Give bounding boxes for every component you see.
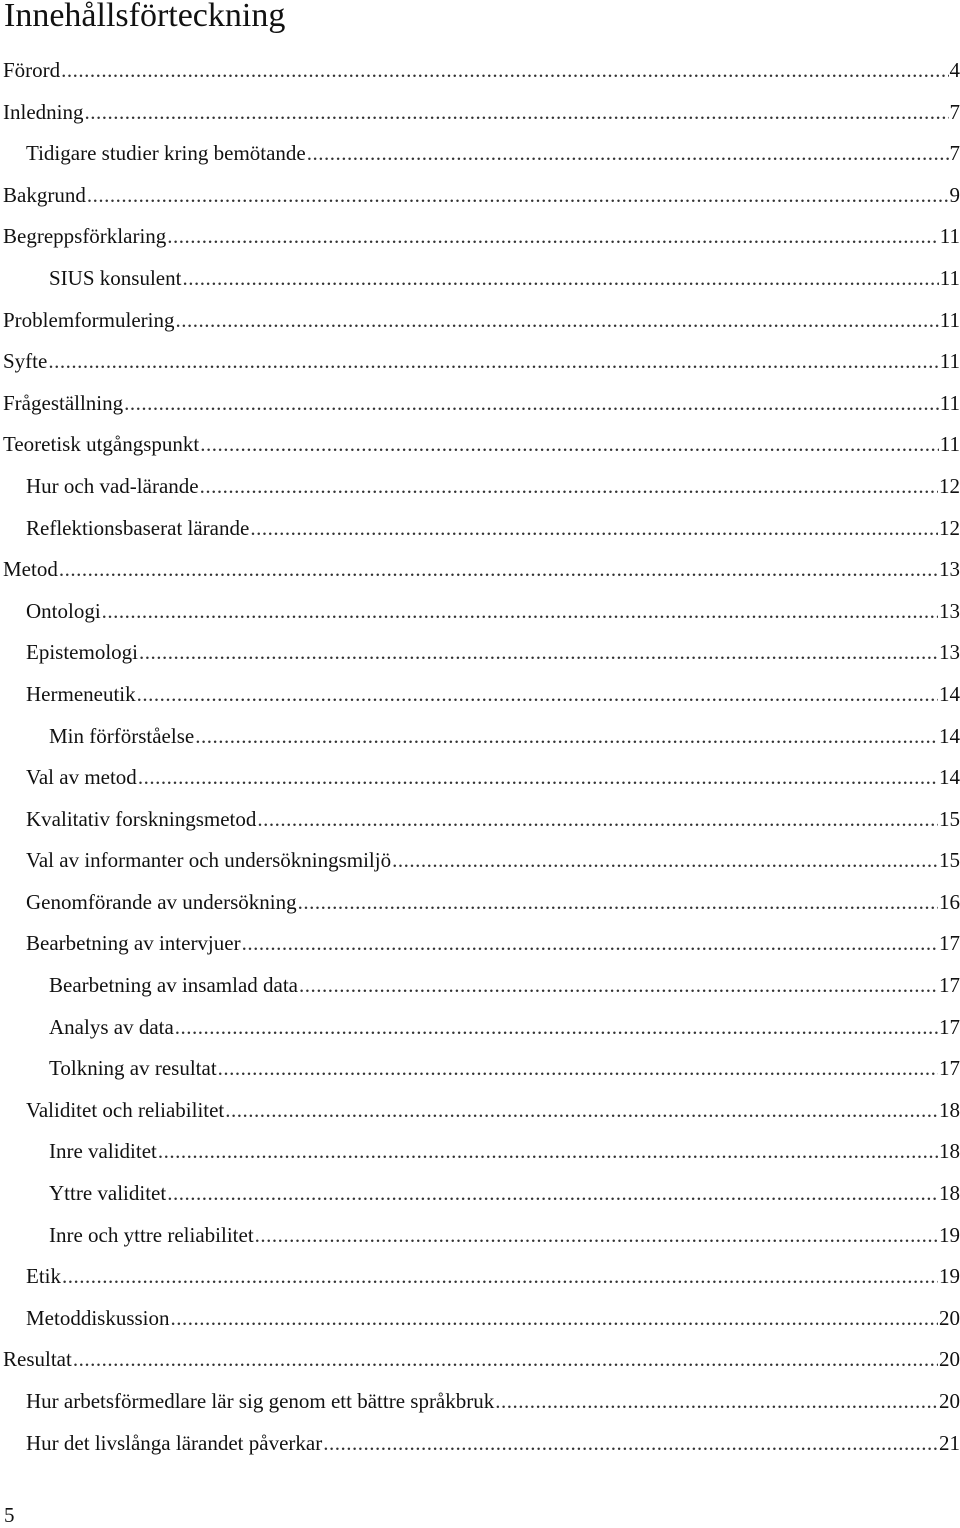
toc-entry-page: 17 <box>939 973 960 998</box>
toc-entry-page: 11 <box>939 265 960 290</box>
dot-leader <box>299 965 938 1007</box>
toc-entry-label: Inledning <box>3 99 84 124</box>
dot-leader <box>61 50 948 92</box>
toc-entry[interactable] <box>0 1423 960 1465</box>
toc-entry[interactable] <box>0 757 960 799</box>
dot-leader <box>138 757 938 799</box>
toc-entry-label: Yttre validitet <box>49 1181 167 1206</box>
toc-entry-page: 17 <box>939 1056 960 1081</box>
toc-entry-label: Epistemologi <box>26 640 138 665</box>
toc-entry[interactable] <box>0 632 960 674</box>
toc-entry[interactable] <box>0 300 960 342</box>
toc-entry-page: 19 <box>939 1264 960 1289</box>
toc-entry[interactable] <box>0 1256 960 1298</box>
toc-entry-page: 14 <box>939 723 960 748</box>
dot-leader <box>323 1423 938 1465</box>
toc-entry-page: 14 <box>939 681 960 706</box>
dot-leader <box>158 1131 938 1173</box>
toc-entry-label: Resultat <box>3 1347 72 1372</box>
dot-leader <box>59 549 938 591</box>
toc-entry-label: Ontologi <box>26 598 101 623</box>
toc-entry-label: Tolkning av resultat <box>49 1056 217 1081</box>
dot-leader <box>242 923 938 965</box>
toc-entry-page: 14 <box>939 765 960 790</box>
toc-entry-page: 18 <box>939 1097 960 1122</box>
toc-entry-label: Begreppsförklaring <box>3 224 167 249</box>
dot-leader <box>175 300 938 342</box>
dot-leader <box>48 341 938 383</box>
toc-entry-page: 11 <box>939 349 960 374</box>
toc-entry-label: Bakgrund <box>3 182 86 207</box>
toc-entry-page: 13 <box>939 640 960 665</box>
toc-entry[interactable] <box>0 466 960 508</box>
dot-leader <box>200 466 938 508</box>
toc-entry-label: Hur och vad-lärande <box>26 473 199 498</box>
toc-entry-page: 11 <box>939 390 960 415</box>
toc-entry-label: Etik <box>26 1264 61 1289</box>
toc-entry[interactable] <box>0 258 960 300</box>
toc-entry-page: 16 <box>939 889 960 914</box>
toc-entry[interactable] <box>0 508 960 550</box>
toc-entry[interactable] <box>0 1381 960 1423</box>
toc-entry[interactable] <box>0 799 960 841</box>
toc-entry[interactable] <box>0 424 960 466</box>
toc-entry-label: Förord <box>3 58 61 82</box>
dot-leader <box>137 674 938 716</box>
dot-leader <box>392 840 938 882</box>
dot-leader <box>218 1048 938 1090</box>
toc-entry[interactable] <box>0 133 960 175</box>
toc-entry-label: Syfte <box>3 349 48 374</box>
dot-leader <box>124 383 939 425</box>
toc-entry[interactable] <box>0 1048 960 1090</box>
toc-entry[interactable] <box>0 716 960 758</box>
toc-entry-label: Frågeställning <box>3 390 124 415</box>
toc-entry-page: 11 <box>939 432 960 457</box>
toc-entry-label: Teoretisk utgångspunkt <box>3 432 200 457</box>
toc-entry-label: Reflektionsbaserat lärande <box>26 515 250 540</box>
dot-leader <box>495 1381 938 1423</box>
toc-entry[interactable] <box>0 92 960 134</box>
dot-leader <box>102 591 938 633</box>
dot-leader <box>182 258 938 300</box>
toc-entry-page: 20 <box>939 1389 960 1413</box>
toc-entry-label: Hur det livslånga lärandet påverkar <box>26 1430 323 1455</box>
dot-leader <box>250 508 938 550</box>
page-number: 5 <box>4 1503 15 1527</box>
dot-leader <box>62 1256 938 1298</box>
dot-leader <box>257 799 938 841</box>
toc-entry[interactable] <box>0 175 960 217</box>
toc-entry[interactable] <box>0 1173 960 1215</box>
toc-entry-page: 19 <box>939 1222 960 1247</box>
toc-entry-label: Genomförande av undersökning <box>26 889 297 914</box>
toc-entry[interactable] <box>0 591 960 633</box>
dot-leader <box>84 92 948 134</box>
toc-entry-label: Inre validitet <box>49 1139 157 1164</box>
dot-leader <box>225 1090 938 1132</box>
toc-entry[interactable] <box>0 1090 960 1132</box>
toc-entry-page: 18 <box>939 1139 960 1164</box>
toc-entry-page: 13 <box>939 598 960 623</box>
dot-leader <box>298 882 938 924</box>
toc-entry-label: Analys av data <box>49 1014 174 1039</box>
toc-entry-page: 13 <box>939 557 960 582</box>
toc-entry[interactable] <box>0 1215 960 1257</box>
toc-entry-page: 12 <box>939 473 960 498</box>
toc-entry-page: 20 <box>939 1305 960 1330</box>
toc-entry-page: 15 <box>939 806 960 831</box>
toc-entry-label: Min förförståelse <box>49 723 195 748</box>
dot-leader <box>167 1173 938 1215</box>
toc-entry-page: 11 <box>939 224 960 249</box>
dot-leader <box>139 632 938 674</box>
toc-entry-label: Hur arbetsförmedlare lär sig genom ett bättre språkbruk <box>26 1389 495 1413</box>
toc-entry-label: Validitet och reliabilitet <box>26 1097 225 1122</box>
toc-entry-page: 17 <box>939 1014 960 1039</box>
toc-entry-label: Metod <box>3 557 58 582</box>
toc-entry[interactable] <box>0 216 960 258</box>
toc-entry[interactable] <box>0 1007 960 1049</box>
toc-entry-page: 20 <box>939 1347 960 1372</box>
toc-entry[interactable] <box>0 1339 960 1381</box>
dot-leader <box>171 1298 938 1340</box>
toc-entry[interactable] <box>0 840 960 882</box>
toc-entry-page: 17 <box>939 931 960 956</box>
toc-entry-label: Bearbetning av intervjuer <box>26 931 241 956</box>
toc-entry[interactable] <box>0 1298 960 1340</box>
toc-entry-page: 11 <box>939 307 960 332</box>
toc-entry-label: Problemformulering <box>3 307 175 332</box>
toc-entry-label: Val av metod <box>26 765 137 790</box>
toc-entry-label: Bearbetning av insamlad data <box>49 973 298 998</box>
dot-leader <box>200 424 939 466</box>
toc-entry-label: Hermeneutik <box>26 681 136 706</box>
dot-leader <box>73 1339 938 1381</box>
toc-entry-page: 12 <box>939 515 960 540</box>
toc-entry[interactable] <box>0 674 960 716</box>
toc-entry-page: 18 <box>939 1181 960 1206</box>
dot-leader <box>195 716 938 758</box>
toc-entry[interactable] <box>0 383 960 425</box>
dot-leader <box>307 133 949 175</box>
toc-entry[interactable] <box>0 341 960 383</box>
toc-entry-label: Metoddiskussion <box>26 1305 170 1330</box>
toc-entry-page: 15 <box>939 848 960 873</box>
toc-entry-page: 9 <box>949 182 960 207</box>
toc-entry-page: 21 <box>939 1430 960 1455</box>
table-of-contents <box>0 50 960 1464</box>
dot-leader <box>87 175 949 217</box>
dot-leader <box>167 216 938 258</box>
page-title: Innehållsförteckning <box>4 0 286 34</box>
toc-entry-page: 4 <box>949 58 960 82</box>
toc-entry[interactable] <box>0 882 960 924</box>
toc-entry[interactable] <box>0 1131 960 1173</box>
dot-leader <box>255 1215 938 1257</box>
toc-entry-label: Inre och yttre reliabilitet <box>49 1222 254 1247</box>
toc-entry[interactable] <box>0 50 960 92</box>
toc-entry-label: Kvalitativ forskningsmetod <box>26 806 257 831</box>
toc-entry-label: SIUS konsulent <box>49 265 182 290</box>
toc-entry-label: Val av informanter och undersökningsmiljö <box>26 848 392 873</box>
toc-entry-page: 7 <box>949 141 960 166</box>
toc-entry-page: 7 <box>949 99 960 124</box>
toc-entry-label: Tidigare studier kring bemötande <box>26 141 306 166</box>
dot-leader <box>175 1007 938 1049</box>
toc-entry[interactable] <box>0 549 960 591</box>
toc-entry[interactable] <box>0 923 960 965</box>
toc-entry[interactable] <box>0 965 960 1007</box>
